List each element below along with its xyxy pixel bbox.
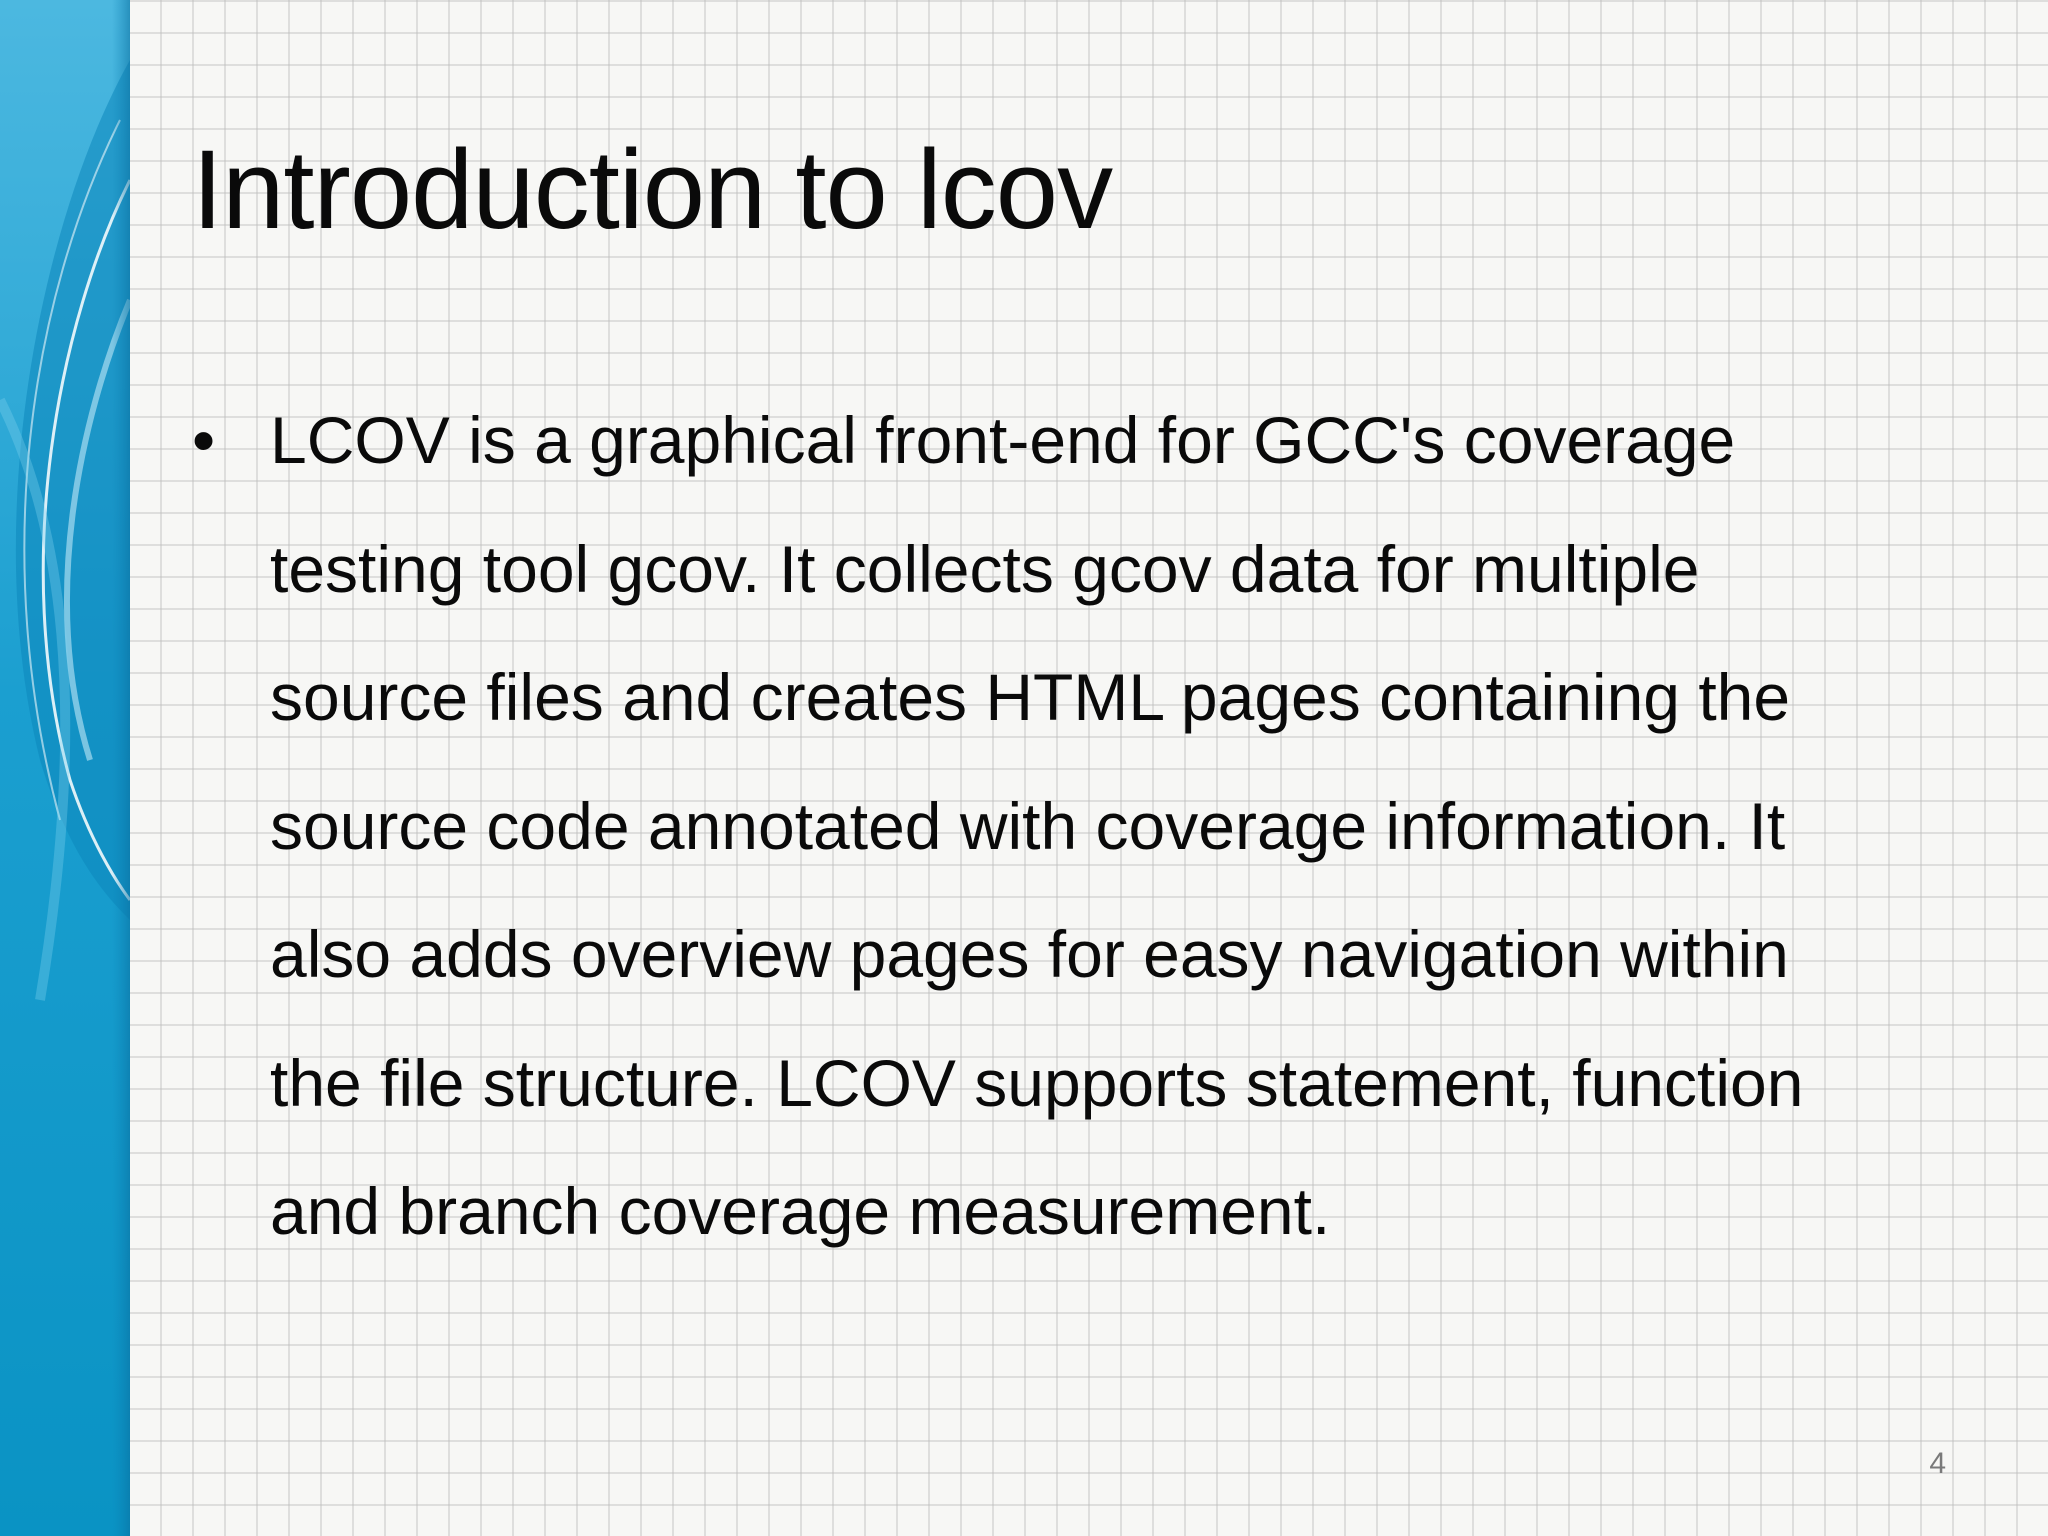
bullet-list [192,376,1952,1276]
swoosh-graphic [0,0,130,1536]
bullet-text-line: and branch coverage measurement. [270,1174,1331,1248]
bullet-text-line: the file structure. LCOV supports statement, function [270,1045,1804,1120]
bullet-text-line: source files and creates HTML pages containing the [270,660,1791,734]
bullet-item [192,376,1952,1276]
bullet-text-line: also adds overview pages for easy navigation within [270,917,1789,991]
bullet-text-line: LCOV is a graphical front-end for GCC's coverage [270,403,1736,477]
decorative-sidebar [0,0,130,1536]
bullet-dot-icon: • [192,403,216,477]
bullet-text-line: testing tool gcov. It collects gcov data for multiple [270,531,1700,606]
slide-number: 4 [1929,1447,1946,1480]
slide-title: Introduction to lcov [192,127,1113,252]
bullet-text-line: source code annotated with coverage information. It [270,788,1786,863]
